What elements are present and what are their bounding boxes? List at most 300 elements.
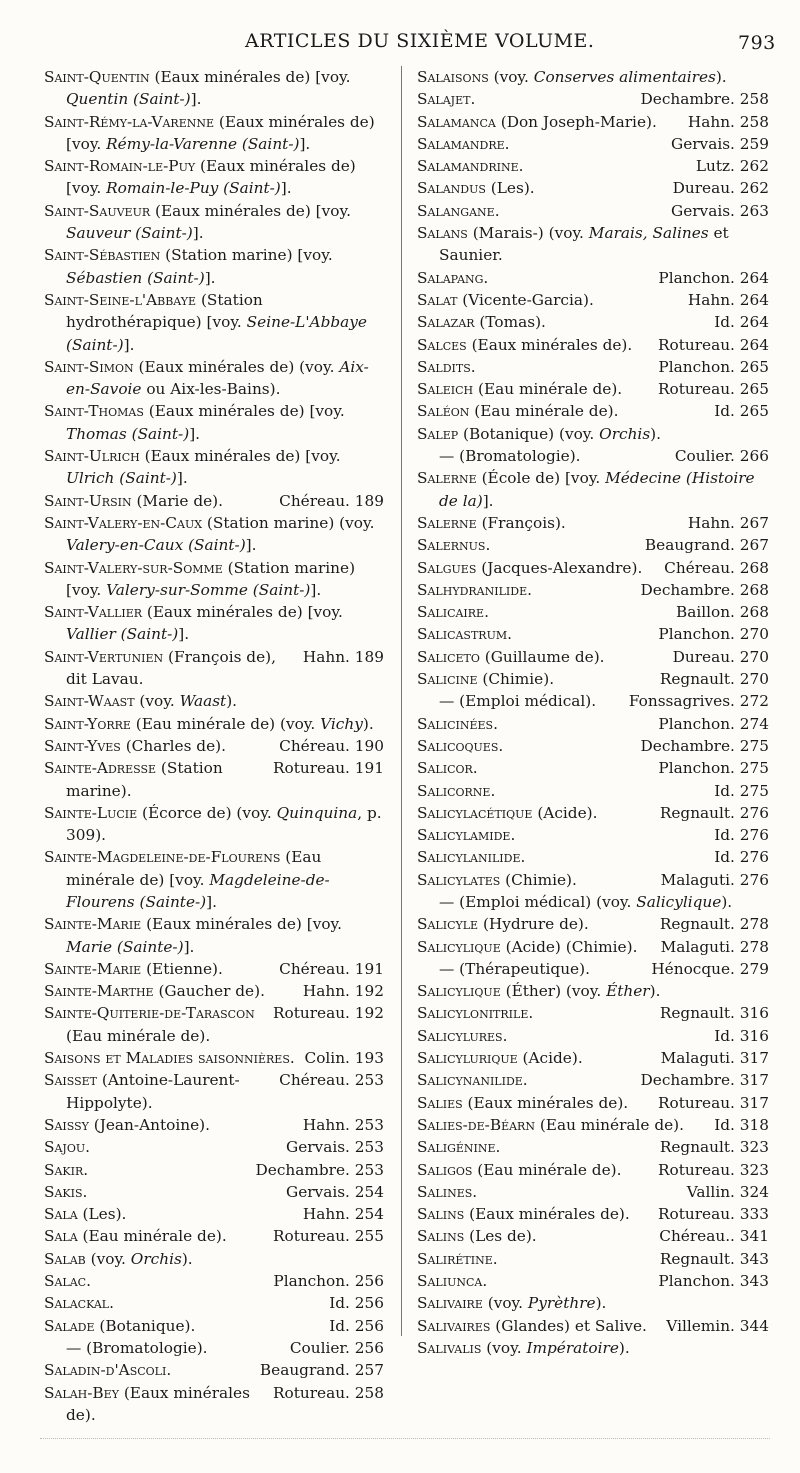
entry-text: (Eau minérale de). — [77, 1227, 227, 1246]
entry-author: Dureau. — [672, 179, 735, 198]
entry-reference: Valery-en-Caux (Saint-) — [66, 536, 246, 555]
entry-text: (Guillaume de). — [479, 647, 605, 666]
entry-headword: Salies-de-Béarn — [417, 1115, 535, 1134]
entry-text-after: ]. — [123, 335, 135, 354]
entry-headword: Saint-Rémy-la-Varenne — [44, 112, 215, 131]
entry-reference: Impératoire — [526, 1338, 619, 1357]
entry-headword: Salirétine — [417, 1249, 493, 1268]
entry-author-page — [280, 1181, 384, 1203]
entry-page: 276 — [739, 848, 769, 867]
entry-text: (Eau minérale de) [voy. — [66, 848, 322, 889]
entry-headword: Salaisons — [417, 68, 489, 86]
entry-reference: Vichy — [320, 714, 363, 733]
entry-text: (Station marine) [voy. — [66, 558, 356, 599]
entry-author: Hahn. — [302, 982, 350, 1001]
entry-headword: Salivaires — [417, 1316, 491, 1335]
entry-page: 263 — [739, 201, 769, 220]
entry-page: 264 — [739, 268, 769, 287]
entry-reference: Orchis — [599, 424, 651, 443]
entry-author-page — [267, 1225, 384, 1247]
entry-author: Regnault. — [659, 1004, 735, 1023]
index-entry — [44, 1002, 384, 1047]
entry-text: (Acide). — [517, 1049, 583, 1068]
entry-author-page — [708, 400, 769, 422]
index-entry — [44, 1225, 384, 1247]
entry-page: 333 — [739, 1205, 769, 1224]
entry-author-page — [645, 958, 769, 980]
entry-headword: Saint-Vallier — [44, 603, 143, 622]
index-entry — [417, 579, 769, 601]
entry-author-page — [708, 311, 769, 333]
entry-page: 258 — [739, 90, 769, 109]
entry-author-page — [267, 1382, 384, 1404]
entry-text: . — [527, 580, 532, 599]
entry-headword: Salicylates — [417, 870, 501, 889]
entry-text: (Botanique) (voy. — [458, 424, 600, 443]
entry-text: . — [510, 826, 516, 845]
entry-text-after: ). — [721, 892, 733, 911]
index-entry — [417, 356, 769, 378]
entry-page: 275 — [739, 759, 769, 778]
entry-text-after: et Saunier. — [439, 224, 729, 265]
entry-page: 190 — [354, 736, 384, 755]
entry-page: 323 — [739, 1160, 769, 1179]
entry-headword: Saligénine — [417, 1138, 496, 1157]
index-entry — [44, 1337, 384, 1359]
entry-headword: Salins — [417, 1227, 465, 1246]
index-entry — [417, 936, 769, 958]
entry-headword: Salgues — [417, 558, 477, 577]
entry-text-after: ). — [649, 982, 661, 1001]
index-entry — [44, 400, 384, 445]
entry-text: (Eaux minérales de) [voy. — [139, 447, 341, 466]
entry-page: 254 — [354, 1182, 384, 1201]
index-entry — [417, 1069, 769, 1091]
entry-page: 189 — [354, 491, 384, 510]
entry-author-page — [273, 958, 384, 980]
index-entry — [417, 690, 769, 712]
index-entry — [417, 445, 769, 467]
entry-author-page — [639, 534, 769, 556]
entry-author-page — [323, 1292, 384, 1314]
entry-page: 270 — [739, 647, 769, 666]
entry-author-page — [254, 1359, 384, 1381]
index-entry — [417, 1270, 769, 1292]
entry-text: . — [502, 1026, 508, 1045]
entry-text-after: ]. — [245, 536, 257, 555]
entry-author: Id. — [329, 1316, 350, 1335]
entry-author: Malaguti. — [660, 1049, 735, 1068]
entry-text-after: ]. — [204, 268, 216, 287]
index-entry — [417, 289, 769, 311]
entry-page: 344 — [739, 1316, 769, 1335]
index-entry — [44, 111, 384, 156]
entry-text: . — [494, 201, 500, 220]
index-entry — [417, 1225, 769, 1247]
index-entry — [44, 512, 384, 557]
entry-text: (Eaux minérales de) [voy. — [149, 68, 351, 86]
entry-reference: Quentin (Saint-) — [66, 90, 191, 109]
entry-headword: Saint-Romain-le-Puy — [44, 157, 196, 176]
entry-author-page — [708, 824, 769, 846]
entry-author: Regnault. — [659, 670, 735, 689]
entry-text: (Eau minérale de). — [472, 1160, 622, 1179]
index-entry — [44, 445, 384, 490]
entry-author-page — [635, 579, 769, 601]
entry-text-after: ). — [715, 68, 727, 86]
entry-author: Chéreau. — [664, 558, 735, 577]
entry-headword: Salicylures — [417, 1026, 503, 1045]
entry-reference: Magdeleine-de-Flourens (Sainte-) — [66, 870, 330, 911]
index-entry — [44, 646, 384, 691]
entry-page: 317 — [739, 1093, 769, 1112]
entry-author: Chéreau. — [279, 1071, 350, 1090]
entry-text: . — [484, 603, 489, 622]
entry-page: 323 — [739, 1138, 769, 1157]
entry-text-after: , p. 309). — [66, 803, 382, 845]
index-entry — [417, 780, 769, 802]
entry-author: Id. — [714, 313, 735, 332]
entry-author-page — [652, 1159, 769, 1181]
entry-author-page — [690, 155, 769, 177]
entry-author-page — [667, 646, 769, 668]
entry-headword: Salces — [417, 335, 467, 354]
index-entry — [44, 1270, 384, 1292]
entry-page: 317 — [739, 1071, 769, 1090]
index-entry — [44, 757, 384, 802]
entry-headword: Saint-Valery-sur-Somme — [44, 558, 223, 577]
index-entry — [417, 177, 769, 199]
entry-headword: Salandus — [417, 179, 486, 198]
entry-text: (Eau minérale de). — [66, 1026, 211, 1045]
entry-headword: Salicinées — [417, 714, 494, 733]
entry-headword: Salep — [417, 424, 459, 443]
entry-text: (Station marine). — [66, 759, 223, 800]
entry-headword: Salicylanilide — [417, 848, 521, 867]
entry-text: . — [528, 1004, 534, 1023]
entry-text: . — [109, 1294, 114, 1313]
entry-author-page — [654, 802, 769, 824]
entry-text: (Don Joseph-Marie). — [495, 112, 657, 131]
index-entry — [417, 155, 769, 177]
entry-author: Gervais. — [670, 134, 735, 153]
entry-page: 275 — [739, 781, 769, 800]
entry-author: Dechambre. — [640, 1071, 735, 1090]
entry-text: (Eaux minérales de) [voy. — [141, 915, 343, 934]
entry-author-page — [297, 980, 384, 1002]
entry-reference: Ulrich (Saint-) — [66, 469, 177, 488]
index-entry — [417, 534, 769, 556]
left-column — [44, 66, 384, 1426]
entry-text: (Botanique). — [94, 1316, 196, 1335]
entry-author: Coulier. — [674, 447, 735, 466]
entry-author-page — [652, 378, 769, 400]
entry-reference: Médecine (Histoire de la) — [439, 469, 755, 510]
entry-reference: Marie (Sainte-) — [66, 937, 184, 956]
entry-author: Gervais. — [285, 1138, 350, 1157]
entry-author-page — [708, 1025, 769, 1047]
entry-headword: Saisset — [44, 1071, 98, 1090]
index-entry — [417, 1092, 769, 1114]
entry-headword: Salicynanilide — [417, 1071, 523, 1090]
entry-author-page — [267, 757, 384, 779]
entry-author: Gervais. — [285, 1182, 350, 1201]
entry-author: Planchon. — [658, 1272, 735, 1291]
entry-text: — (Bromatologie). — [66, 1338, 208, 1357]
entry-text: (Hydrure de). — [478, 915, 589, 934]
index-entry — [417, 802, 769, 824]
entry-author-page — [623, 690, 769, 712]
entry-author-page — [682, 111, 769, 133]
entry-headword: Saint-Seine-l'Abbaye — [44, 290, 197, 309]
entry-headword: Salackal — [44, 1294, 110, 1313]
entry-text: (Eaux minérales de). — [464, 1205, 630, 1224]
entry-text: . — [490, 781, 496, 800]
entry-author: Id. — [714, 848, 735, 867]
entry-headword: Salicylonitrile — [417, 1004, 529, 1023]
entry-author: Planchon. — [658, 357, 735, 376]
entry-text: (Eaux minérales de) [voy. — [66, 157, 356, 198]
entry-headword: Sala — [44, 1205, 78, 1224]
index-entry — [44, 289, 384, 356]
entry-text-after: ). — [181, 1249, 193, 1268]
entry-text: (Marie de). — [131, 491, 224, 510]
entry-page: 262 — [739, 179, 769, 198]
entry-text: (voy. — [85, 1249, 131, 1268]
entry-author: Rotureau. — [272, 1383, 350, 1402]
entry-headword: Saint-Ursin — [44, 491, 132, 510]
entry-text: (Station hydrothérapique) [voy. — [66, 290, 263, 332]
entry-author: Dechambre. — [255, 1160, 350, 1179]
entry-text: (voy. — [481, 1338, 527, 1357]
entry-headword: Salies — [417, 1093, 463, 1112]
entry-text: (Tomas). — [474, 313, 546, 332]
entry-author-page — [299, 1047, 385, 1069]
index-entry — [417, 133, 769, 155]
entry-page: 278 — [739, 915, 769, 934]
entry-reference: Pyrèthre — [527, 1294, 596, 1313]
entry-author: Regnault. — [659, 1249, 735, 1268]
index-entry — [44, 356, 384, 401]
entry-author: Planchon. — [658, 714, 735, 733]
entry-reference: Sébastien (Saint-) — [66, 268, 205, 287]
index-entry — [417, 512, 769, 534]
entry-author: Rotureau. — [657, 1205, 735, 1224]
entry-author: Regnault. — [659, 915, 735, 934]
entry-text-after: ]. — [183, 937, 195, 956]
entry-text: (Gaucher de). — [153, 982, 265, 1001]
entry-text: (Station marine) (voy. — [202, 513, 375, 532]
entry-author: Rotureau. — [657, 1093, 735, 1112]
entry-author-page — [323, 1315, 384, 1337]
entry-headword: Salazar — [417, 313, 475, 332]
entry-headword: Salicylurique — [417, 1049, 518, 1068]
entry-author: Hahn. — [687, 290, 735, 309]
entry-author: Regnault. — [659, 1138, 735, 1157]
entry-text: (Eau minérale de). — [534, 1115, 685, 1134]
entry-author-page — [635, 1069, 769, 1091]
entry-author: Rotureau. — [657, 335, 735, 354]
index-entry — [417, 735, 769, 757]
entry-author: Coulier. — [289, 1338, 350, 1357]
index-entry — [417, 1025, 769, 1047]
entry-headword: Salangane — [417, 201, 495, 220]
index-entry — [44, 1203, 384, 1225]
entry-page: 272 — [739, 692, 769, 711]
entry-author: Hahn. — [302, 1115, 350, 1134]
entry-author-page — [654, 1002, 769, 1024]
entry-headword: Sainte-Marthe — [44, 982, 154, 1001]
entry-headword: Sainte-Marie — [44, 915, 142, 934]
entry-page: 276 — [739, 826, 769, 845]
entry-text: . — [498, 736, 504, 755]
index-entry — [417, 1114, 769, 1136]
entry-page: 253 — [354, 1071, 384, 1090]
entry-reference: Salicylique — [636, 892, 722, 911]
entry-text: (École de) [voy. — [476, 469, 606, 488]
index-entry — [44, 1292, 384, 1314]
entry-page: 193 — [354, 1049, 384, 1068]
entry-page: 266 — [739, 447, 769, 466]
entry-text: (Jean-Antoine). — [88, 1115, 210, 1134]
index-entry — [417, 423, 769, 445]
entry-author-page — [665, 133, 769, 155]
entry-author: Beaugrand. — [644, 536, 735, 555]
entry-headword: Saliunca — [417, 1272, 483, 1291]
entry-headword: Saldits — [417, 357, 471, 376]
index-entry — [44, 1136, 384, 1158]
entry-author-page — [273, 1069, 384, 1091]
entry-page: 265 — [739, 402, 769, 421]
entry-text-after: ]. — [310, 580, 322, 599]
entry-page: 276 — [739, 870, 769, 889]
entry-text: . — [522, 1071, 528, 1090]
entry-text: . — [482, 1272, 488, 1291]
entry-page: 276 — [739, 803, 769, 822]
entry-headword: Salab — [44, 1249, 86, 1268]
column-divider — [401, 66, 402, 1336]
entry-author-page — [250, 1159, 384, 1181]
entry-author-page — [665, 200, 769, 222]
index-entry — [44, 913, 384, 958]
entry-headword: Salins — [417, 1205, 465, 1224]
index-entry — [44, 980, 384, 1002]
entry-author: Dechambre. — [640, 736, 735, 755]
entry-headword: Sajou — [44, 1138, 86, 1157]
entry-author: Id. — [714, 1115, 735, 1134]
entry-text: (Chimie). — [500, 870, 577, 889]
entry-author-page — [681, 1181, 769, 1203]
entry-headword: Salicylique — [417, 937, 501, 956]
entry-page: 257 — [354, 1361, 384, 1380]
entry-page: 316 — [739, 1026, 769, 1045]
entry-author: Id. — [714, 1026, 735, 1045]
entry-page: 270 — [739, 670, 769, 689]
entry-author: Chéreau. — [279, 491, 350, 510]
index-entry — [417, 1248, 769, 1270]
entry-text: . — [483, 268, 489, 287]
entry-author-page — [297, 646, 384, 668]
entry-author-page — [669, 445, 769, 467]
entry-text: (Eaux minérales de) (voy. — [133, 357, 340, 376]
entry-page: 267 — [739, 536, 769, 555]
entry-reference: Sauveur (Saint-) — [66, 224, 193, 243]
entry-page: 265 — [739, 380, 769, 399]
entry-text: . — [472, 759, 478, 778]
entry-text-after: ]. — [206, 892, 217, 911]
entry-page: 278 — [739, 937, 769, 956]
entry-page: 192 — [354, 982, 384, 1001]
entry-headword: Sakis — [44, 1182, 83, 1201]
entry-page: 256 — [354, 1294, 384, 1313]
entry-headword: Saint-Vertunien — [44, 647, 164, 666]
entry-author: Chéreau. — [279, 736, 350, 755]
index-entry — [44, 1159, 384, 1181]
entry-text: . — [470, 357, 476, 376]
entry-author: Baillon. — [675, 603, 735, 622]
entry-author: Hénocque. — [651, 959, 735, 978]
entry-text: . — [507, 625, 512, 644]
entry-text: (Eau minérale de). — [469, 402, 619, 421]
index-entry — [417, 1292, 769, 1314]
entry-headword: Salicylique — [417, 982, 501, 1001]
index-entry — [417, 557, 769, 579]
entry-text-after: ]. — [176, 469, 188, 488]
entry-headword: Saisons et Maladies saisonnières — [44, 1049, 290, 1068]
entry-headword: Saint-Ulrich — [44, 447, 140, 466]
entry-text: (Eau minérale de). — [473, 380, 623, 399]
entry-text: (Les). — [77, 1205, 127, 1224]
entry-author-page — [652, 1270, 769, 1292]
entry-text: — (Thérapeutique). — [439, 959, 590, 978]
index-entry — [417, 668, 769, 690]
entry-text-after: ). — [226, 692, 238, 711]
entry-page: 258 — [739, 112, 769, 131]
entry-author: Malaguti. — [660, 937, 735, 956]
entry-author-page — [652, 1092, 769, 1114]
entry-author-page — [273, 735, 384, 757]
entry-author-page — [635, 735, 769, 757]
entry-page: 264 — [739, 335, 769, 354]
entry-author: Hahn. — [687, 513, 735, 532]
entry-author: Lutz. — [695, 157, 735, 176]
index-entry — [417, 400, 769, 422]
entry-page: 274 — [739, 714, 769, 733]
entry-text: . — [166, 1361, 172, 1380]
entry-text: — (Emploi médical) (voy. — [439, 892, 637, 911]
entry-page: 318 — [739, 1115, 769, 1134]
index-entry — [44, 1248, 384, 1270]
entry-author-page — [652, 757, 769, 779]
entry-text: (Eaux minérales de). — [462, 1093, 629, 1112]
entry-headword: Salernus — [417, 536, 486, 555]
entry-page: 258 — [354, 1383, 384, 1402]
index-entry — [44, 713, 384, 735]
index-entry — [417, 713, 769, 735]
entry-headword: Salicor — [417, 759, 473, 778]
index-entry — [44, 244, 384, 289]
entry-text: — (Bromatologie). — [439, 447, 581, 466]
index-entry — [417, 1159, 769, 1181]
entry-headword: Saint-Waast — [44, 692, 135, 711]
entry-headword: Salicorne — [417, 781, 491, 800]
entry-author: Planchon. — [658, 268, 735, 287]
entry-author-page — [297, 1114, 384, 1136]
entry-page: 265 — [739, 357, 769, 376]
entry-text: . — [85, 1138, 90, 1157]
entry-reference: Quinquina — [276, 803, 358, 822]
entry-text: (Acide). — [532, 803, 598, 822]
